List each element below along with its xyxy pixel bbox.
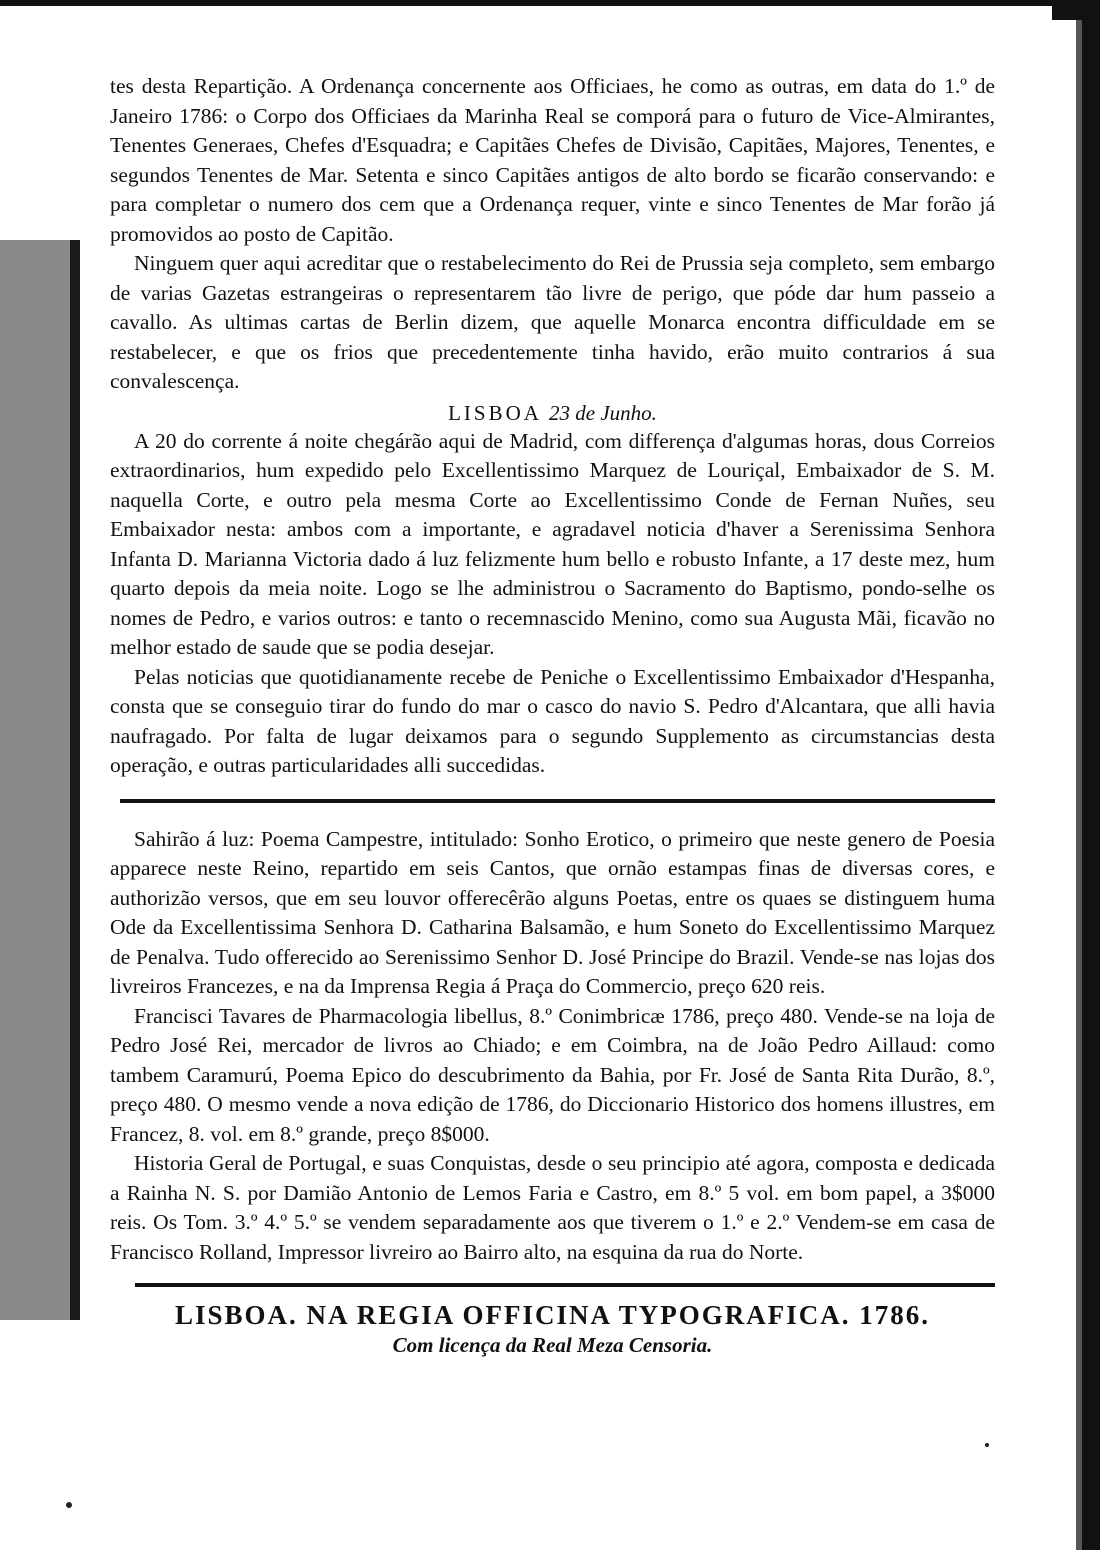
article-paragraph: tes desta Repartição. A Ordenança concernente aos Officiaes, he como as outras, em data do 1.º de Janeiro 1786: o Corpo dos Officiaes da Marinha Real se comporá para o futuro de Vice-Almirantes, Tenentes Generaes, Chefes d'Esquadra; e Capitães Chefes de Divisão, Capitães, Majores, Tenentes, e segundos Tenentes de Mar. Setenta e sinco Capitães antigos de alto bordo se ficarão conservando: e para completar o numero dos cem que a Ordenança requer, vinte e sinco Tenentes de Mar forão já promovidos ao posto de Capitão. xyxy=(110,74,995,246)
scan-speck xyxy=(66,1502,72,1508)
dateline xyxy=(110,399,995,427)
advertisements-section xyxy=(110,825,995,1268)
scan-speck xyxy=(985,1443,989,1447)
footer-divider xyxy=(135,1283,995,1287)
dateline-date: 23 de Junho. xyxy=(549,400,657,425)
imprint-footer xyxy=(110,1299,995,1358)
section-divider xyxy=(120,799,995,803)
article-paragraph: A 20 do corrente á noite chegárão aqui de Madrid, com differença d'algumas horas, dous Correios extraordinarios, hum expedido pelo Excellentissimo Marquez de Louriçal, Embaixador de S. M. naquella Corte, e outro pela mesma Corte ao Excellentissimo Conde de Fernan Nuñes, seu Embaixador nesta: ambos com a importante, e agradavel noticia d'haver a Serenissima Senhora Infanta D. Marianna Victoria dado á luz felizmente hum bello e robusto Infante, a 17 deste mez, hum quarto depois da meia noite. Logo se lhe administrou o Sacramento do Baptismo, pondo-selhe os nomes de Pedro, e varios outros: e tanto o recemnascido Menino, como sua Augusta Mãi, ficavão no melhor estado de saude que se podia desejar. xyxy=(110,428,995,659)
article-paragraph: Ninguem quer aqui acreditar que o restabelecimento do Rei de Prussia seja completo, sem embargo de varias Gazetas estrangeiras o representarem tão livre de perigo, que póde dar hum passeio a cavallo. As ultimas cartas de Berlin dizem, que aquelle Monarca encontra difficuldade em se restabelecer, e que os frios que precedentemente tinha havido, erão muito contrarios á sua convalescença. xyxy=(110,251,995,393)
dateline-city: LISBOA xyxy=(448,400,541,425)
advertisement-paragraph: Sahirão á luz: Poema Campestre, intitulado: Sonho Erotico, o primeiro que neste genero de Poesia apparece neste Reino, repartido em seis Cantos, que ornão estampas finas de diversas cores, e authorizão versos, que em seu louvor offerecêrão alguns Poetas, entre os quaes se distinguem huma Ode da Excellentissima Senhora D. Catharina Balsamão, e hum Soneto do Excellentissimo Marquez de Penalva. Tudo offerecido ao Serenissimo Senhor D. José Principe do Brazil. Vende-se nas lojas dos livreiros Francezes, e na da Imprensa Regia á Praça do Commercio, preço 620 reis. xyxy=(110,826,995,998)
scan-corner-mark xyxy=(1052,0,1082,20)
scan-edge-right xyxy=(1082,0,1100,1550)
advertisement-paragraph: Historia Geral de Portugal, e suas Conquistas, desde o seu principio até agora, composta e dedicada a Rainha N. S. por Damião Antonio de Lemos Faria e Castro, em 8.º 5 vol. em bom papel, a 3$000 reis. Os Tom. 3.º 4.º 5.º se vendem separadamente aos que tiverem o 1.º e 2.º Vendem-se em casa de Francisco Rolland, Impressor livreiro ao Bairro alto, na esquina da rua do Norte. xyxy=(110,1151,995,1264)
scan-left-strip xyxy=(0,240,78,1320)
scan-left-strip-edge xyxy=(70,240,80,1320)
article-section xyxy=(110,72,995,781)
scan-edge-top xyxy=(0,0,1100,6)
newspaper-page xyxy=(110,72,995,1358)
imprint-title: LISBOA. NA REGIA OFFICINA TYPOGRAFICA. 1786. xyxy=(174,1300,931,1330)
imprint-license: Com licença da Real Meza Censoria. xyxy=(392,1333,713,1357)
article-paragraph: Pelas noticias que quotidianamente recebe de Peniche o Excellentissimo Embaixador d'Hespanha, consta que se conseguio tirar do fundo do mar o casco do navio S. Pedro d'Alcantara, que alli havia naufragado. Por falta de lugar deixamos para o segundo Supplemento as circumstancias desta operação, e outras particularidades alli succedidas. xyxy=(110,664,995,777)
advertisement-paragraph: Francisci Tavares de Pharmacologia libellus, 8.º Conimbricæ 1786, preço 480. Vende-se na loja de Pedro José Rei, mercador de livros ao Chiado; e em Coimbra, na de João Pedro Aillaud: como tambem Caramurú, Poema Epico do descubrimento da Bahia, por Fr. José de Santa Rita Durão, 8.º, preço 480. O mesmo vende a nova edição de 1786, do Diccionario Historico dos homens illustres, em Francez, 8. vol. em 8.º grande, preço 8$000. xyxy=(110,1003,995,1146)
